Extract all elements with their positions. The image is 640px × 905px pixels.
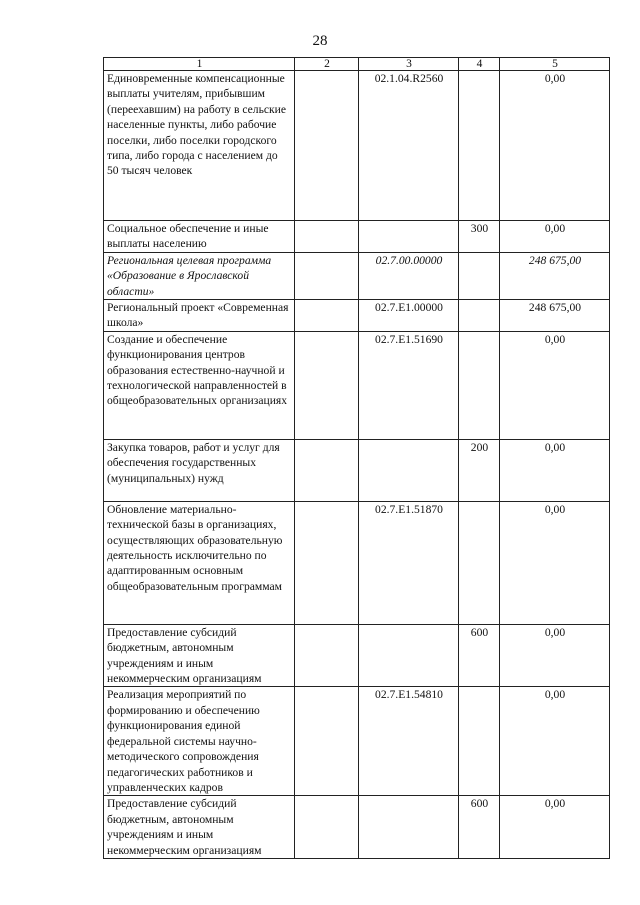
row-sum: 0,00 [500,221,610,253]
row-code: 02.7.E1.00000 [359,300,459,332]
row-sum: 0,00 [500,71,610,221]
row-col2 [295,439,359,501]
row-name: Социальное обеспечение и иные выплаты населению [104,221,295,253]
table-row [104,501,610,624]
row-sum: 248 675,00 [500,300,610,332]
row-type [459,252,500,299]
row-sum: 0,00 [500,501,610,624]
table-row [104,221,610,253]
row-sum: 0,00 [500,331,610,439]
row-type: 300 [459,221,500,253]
budget-table [103,57,610,859]
table-row [104,796,610,859]
row-type: 200 [459,439,500,501]
table-row [104,687,610,796]
header-col-2: 2 [295,58,359,71]
row-name: Реализация мероприятий по формированию и обеспечению функционирования единой федеральной системы научно-методического сопровождения педагогических работников и управленческих кадров [104,687,295,796]
row-col2 [295,252,359,299]
row-sum: 0,00 [500,439,610,501]
row-code: 02.1.04.R2560 [359,71,459,221]
row-col2 [295,501,359,624]
header-col-5: 5 [500,58,610,71]
header-col-4: 4 [459,58,500,71]
row-name: Региональный проект «Современная школа» [104,300,295,332]
row-col2 [295,796,359,859]
row-name: Создание и обеспечение функционирования центров образования естественно-научной и технологической направленностей в общеобразовательных организациях [104,331,295,439]
row-col2 [295,624,359,687]
row-col2 [295,687,359,796]
page-number: 28 [312,33,328,49]
row-type [459,71,500,221]
table-body [104,71,610,859]
row-code: 02.7.E1.54810 [359,687,459,796]
table-row [104,624,610,687]
row-code: 02.7.00.00000 [359,252,459,299]
table-row [104,252,610,299]
row-code [359,796,459,859]
row-name: Обновление материально-технической базы в организациях, осуществляющих образовательную деятельность исключительно по адаптированным основным общеобразовательным программам [104,501,295,624]
row-type [459,300,500,332]
row-name: Предоставление субсидий бюджетным, автономным учреждениям и иным некоммерческим организациям [104,624,295,687]
table-row [104,71,610,221]
row-type: 600 [459,796,500,859]
row-col2 [295,71,359,221]
table-row [104,331,610,439]
row-code: 02.7.E1.51870 [359,501,459,624]
row-sum: 0,00 [500,687,610,796]
row-sum: 0,00 [500,796,610,859]
row-name: Региональная целевая программа «Образование в Ярославской области» [104,252,295,299]
row-col2 [295,331,359,439]
table-header [104,58,610,71]
row-code [359,439,459,501]
row-col2 [295,300,359,332]
row-code [359,624,459,687]
row-col2 [295,221,359,253]
table-row [104,439,610,501]
row-code: 02.7.E1.51690 [359,331,459,439]
row-code [359,221,459,253]
row-sum: 248 675,00 [500,252,610,299]
row-type [459,331,500,439]
row-type [459,687,500,796]
header-col-3: 3 [359,58,459,71]
row-name: Закупка товаров, работ и услуг для обеспечения государственных (муниципальных) нужд [104,439,295,501]
row-name: Единовременные компенсационные выплаты учителям, прибывшим (переехавшим) на работу в сельские населенные пункты, либо рабочие поселки, либо поселки городского типа, либо города с населением до 50 тысяч человек [104,71,295,221]
row-name: Предоставление субсидий бюджетным, автономным учреждениям и иным некоммерческим организациям [104,796,295,859]
row-type: 600 [459,624,500,687]
row-sum: 0,00 [500,624,610,687]
table-row [104,300,610,332]
header-col-1: 1 [104,58,295,71]
row-type [459,501,500,624]
header-row [104,58,610,71]
